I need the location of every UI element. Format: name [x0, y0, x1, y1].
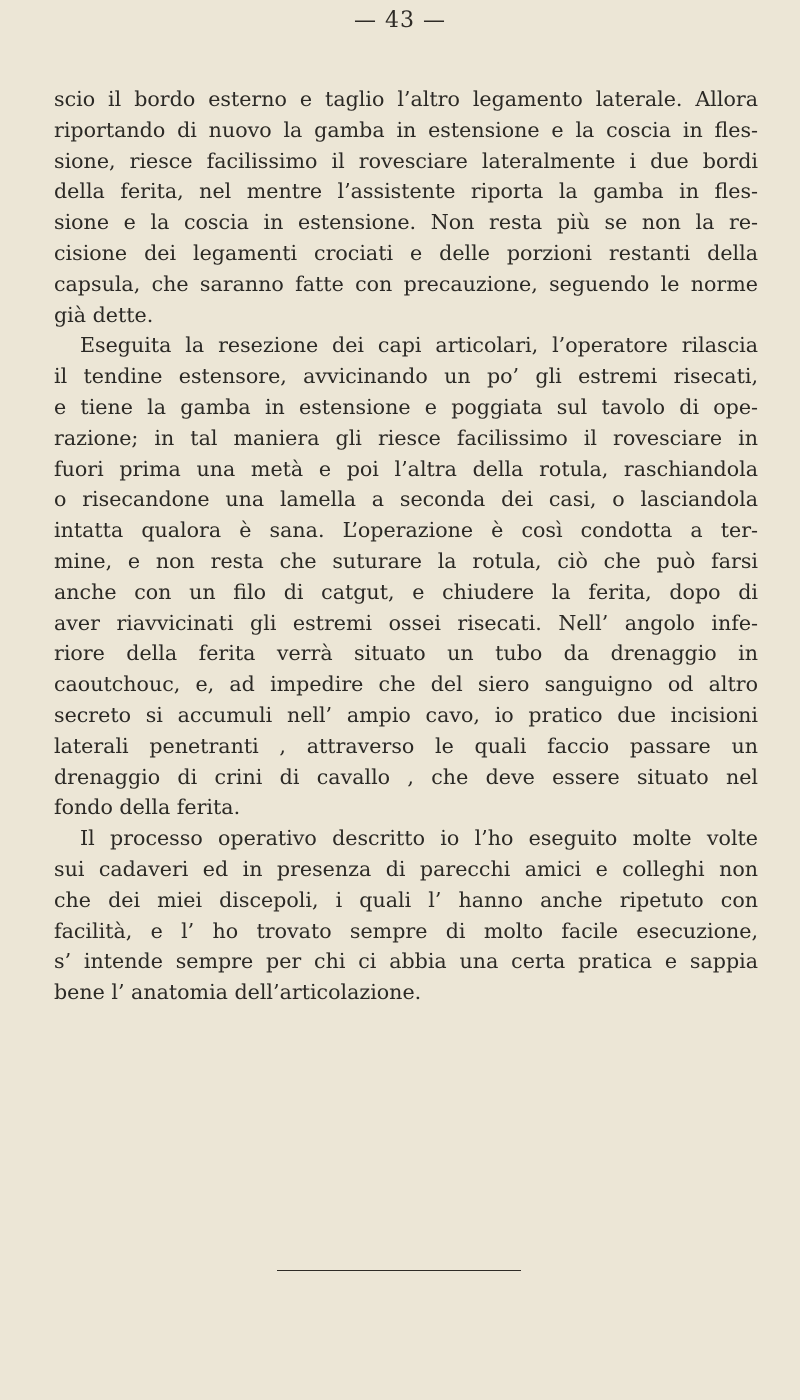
section-end-rule [277, 1270, 521, 1271]
text-line: Eseguita la resezione dei capi articolari, l’operatore rilascia [80, 333, 758, 358]
text-line: drenaggio di crini di cavallo , che deve essere situato nel [54, 764, 758, 789]
text-line: fuori prima una metà e poi l’altra della rotula, raschiandola [54, 456, 758, 481]
text-line: il tendine estensore, avvicinando un po’ gli estremi risecati, [54, 364, 758, 389]
text-line: della ferita, nel mentre l’assistente riporta la gamba in fles- [54, 179, 758, 204]
text-line: cisione dei legamenti crociati e delle porzioni restanti della [54, 240, 758, 265]
text-line: aver riavvicinati gli estremi ossei risecati. Nell’ angolo infe- [54, 610, 758, 635]
text-line: Il processo operativo descritto io l’ho eseguito molte volte [80, 826, 758, 851]
text-line: sione, riesce facilissimo il rovesciare lateralmente i due bordi [54, 148, 758, 173]
text-line: fondo della ferita. [54, 795, 241, 820]
text-line: già dette. [54, 302, 154, 327]
text-line: caoutchouc, e, ad impedire che del siero sanguigno od altro [54, 672, 758, 697]
text-line: razione; in tal maniera gli riesce facilissimo il rovesciare in [54, 425, 758, 450]
text-line: scio il bordo esterno e taglio l’altro legamento laterale. Allora [54, 87, 758, 111]
text-line: capsula, che saranno fatte con precauzione, seguendo le norme [54, 271, 758, 296]
paragraph [54, 823, 758, 1008]
paragraph [54, 84, 758, 330]
text-line: sui cadaveri ed in presenza di parecchi amici e colleghi non [54, 856, 758, 881]
text-line: sione e la coscia in estensione. Non resta più se non la re- [54, 210, 758, 235]
text-line: facilità, e l’ ho trovato sempre di molto facile esecuzione, [54, 918, 758, 943]
body-text [54, 84, 758, 1008]
text-line: anche con un filo di catgut, e chiudere la ferita, dopo di [54, 579, 758, 604]
text-line: mine, e non resta che suturare la rotula, ciò che può farsi [54, 548, 758, 573]
text-line: o risecandone una lamella a seconda dei casi, o lasciandola [54, 487, 758, 512]
text-line: riore della ferita verrà situato un tubo da drenaggio in [54, 641, 758, 666]
text-line: secreto si accumuli nell’ ampio cavo, io pratico due incisioni [54, 702, 758, 727]
text-line: intatta qualora è sana. L’operazione è così condotta a ter- [54, 518, 758, 543]
paragraph [54, 330, 758, 823]
text-line: e tiene la gamba in estensione e poggiata sul tavolo di ope- [54, 394, 758, 419]
text-line: che dei miei discepoli, i quali l’ hanno anche ripetuto con [54, 887, 758, 912]
page-number: — 43 — [354, 8, 446, 33]
text-line: s’ intende sempre per chi ci abbia una certa pratica e sappia [54, 949, 758, 974]
text-line: laterali penetranti , attraverso le quali faccio passare un [54, 733, 758, 758]
text-line: riportando di nuovo la gamba in estensione e la coscia in fles- [54, 117, 758, 142]
text-line: bene l’ anatomia dell’articolazione. [54, 980, 422, 1005]
